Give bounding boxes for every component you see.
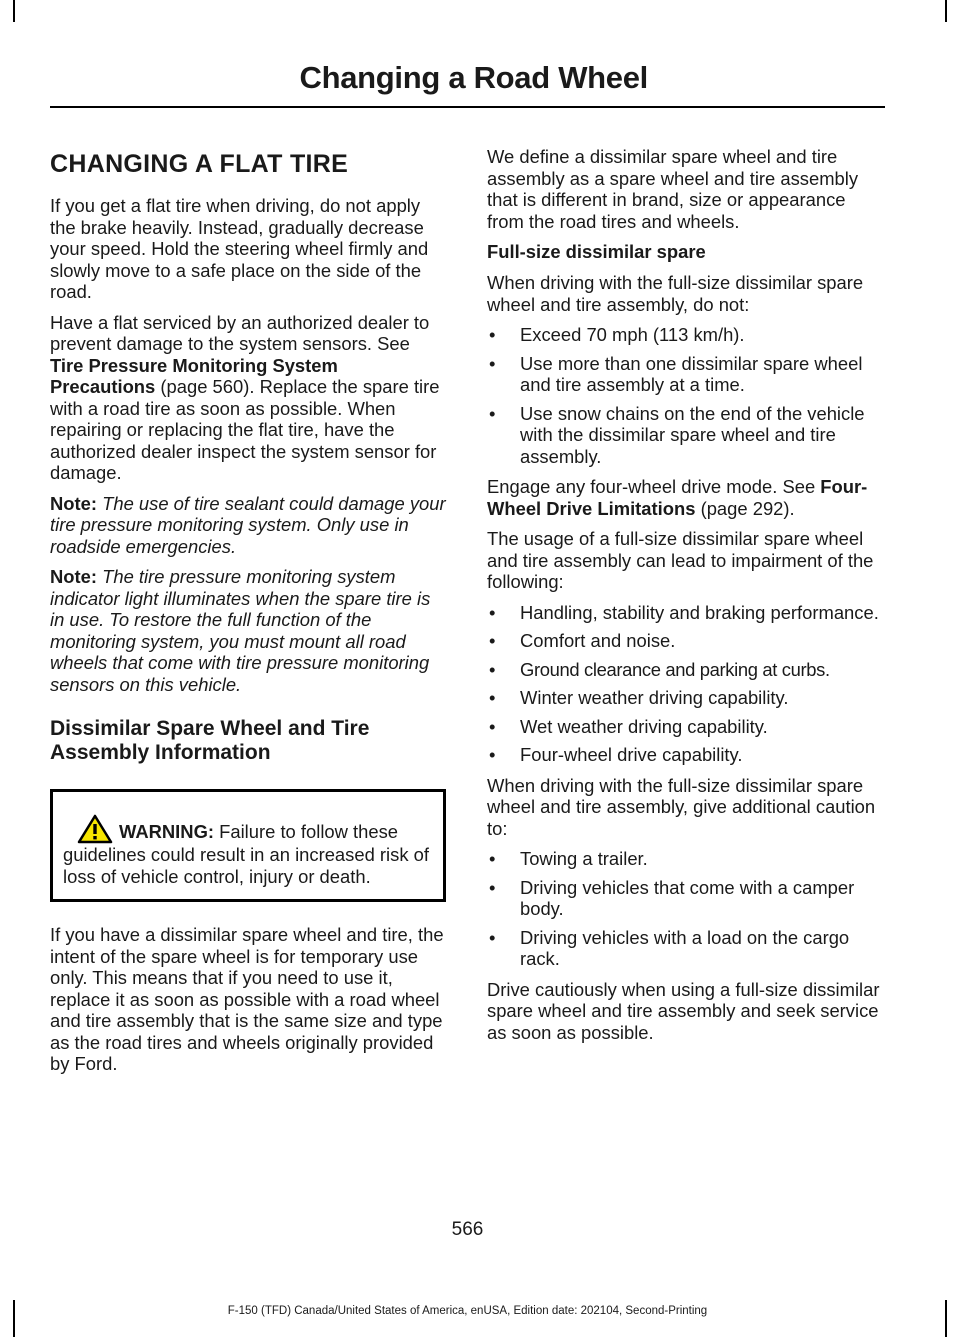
note: Note: The tire pressure monitoring system indicator light illuminates when the spare tire is in use. To restore the full function of the monitoring system, you must mount all road wheels that come with tire pressure monitoring sensors on this vehicle.	[50, 566, 431, 695]
list-item: • Exceed 70 mph (113 km/h).	[487, 324, 883, 346]
link-tpms-precautions[interactable]: Tire Pressure Monitoring System Precautions	[50, 354, 338, 397]
link-four-wheel-drive-limitations[interactable]: Four-Wheel Drive Limitations	[487, 476, 868, 519]
list-item: • Driving vehicles that come with a camper body.	[487, 877, 883, 920]
left-column	[50, 150, 446, 1084]
crop-mark-bottom-right	[945, 1300, 947, 1337]
list-item: • Driving vehicles with a load on the cargo rack.	[487, 927, 883, 970]
crop-mark-top-right	[945, 0, 947, 22]
right-column	[487, 146, 883, 1052]
paragraph: We define a dissimilar spare wheel and tire assembly as a spare wheel and tire assembly that is different in brand, size or appearance from the road tires and wheels.	[487, 146, 859, 232]
list-item: • Handling, stability and braking performance.	[487, 602, 883, 624]
list-item: • Winter weather driving capability.	[487, 687, 883, 709]
paragraph: Have a flat serviced by an authorized dealer to prevent damage to the system sensors. See Tire Pressure Monitoring System Precautions (page 560). Replace the spare tire with a road tire as soon as possible. When repairing or replacing the flat tire, have the authorized dealer inspect the system sensor for damage.	[50, 311, 440, 483]
note: Note: The use of tire sealant could damage your tire pressure monitoring system. Only use in roadside emergencies.	[50, 492, 446, 557]
section-heading-flat-tire: CHANGING A FLAT TIRE	[50, 150, 349, 178]
page-reference: (page 292)	[695, 497, 790, 519]
warning-box: WARNING: Failure to follow these guidelines could result in an increased risk of loss of vehicle control, injury or death.	[50, 789, 446, 902]
paragraph: If you get a flat tire when driving, do not apply the brake heavily. Instead, gradually decrease your speed. Hold the steering wheel firmly and slowly move to a safe place on the side of the road.	[50, 195, 429, 302]
section-heading-dissimilar-spare: Dissimilar Spare Wheel and Tire Assembly Information	[50, 717, 370, 764]
page-title: Changing a Road Wheel	[299, 60, 648, 95]
list-item: • Towing a trailer.	[487, 848, 883, 870]
list-item: • Wet weather driving capability.	[487, 716, 883, 738]
bullet-list	[487, 602, 883, 766]
bullet-list	[487, 324, 883, 467]
bullet-list	[487, 848, 883, 970]
footer-edition-info: F-150 (TFD) Canada/United States of America, enUSA, Edition date: 202104, Second-Printing	[227, 1305, 708, 1317]
page-reference: (page 560)	[155, 376, 250, 397]
list-item: • Use snow chains on the end of the vehicle with the dissimilar spare wheel and tire assembly.	[487, 403, 883, 468]
note-label: Note:	[50, 492, 97, 514]
paragraph: When driving with the full-size dissimilar spare wheel and tire assembly, give additional caution to:	[487, 774, 876, 839]
header-rule	[50, 106, 885, 108]
warning-triangle-icon	[77, 814, 113, 844]
paragraph: Engage any four-wheel drive mode. See Four-Wheel Drive Limitations (page 292).	[487, 476, 868, 519]
warning-label: WARNING:	[119, 821, 215, 842]
list-item: • Use more than one dissimilar spare wheel and tire assembly at a time.	[487, 353, 883, 396]
paragraph: The usage of a full-size dissimilar spare wheel and tire assembly can lead to impairment of the following:	[487, 528, 874, 592]
list-item: • Ground clearance and parking at curbs.	[487, 659, 883, 681]
crop-mark-top-left	[13, 0, 15, 22]
subheading-full-size-spare: Full-size dissimilar spare	[487, 241, 706, 262]
note-label: Note:	[50, 566, 97, 587]
paragraph: When driving with the full-size dissimilar spare wheel and tire assembly, do not:	[487, 272, 864, 315]
list-item: • Four-wheel drive capability.	[487, 744, 883, 766]
page-number: 566	[451, 1219, 484, 1240]
paragraph: If you have a dissimilar spare wheel and tire, the intent of the spare wheel is for temporary use only. This means that if you need to use it, replace it as soon as possible with a road wheel and tire assembly that is the same size and type as the road tires and wheels originally provided by Ford.	[50, 924, 444, 1074]
list-item: • Comfort and noise.	[487, 630, 883, 652]
paragraph: Drive cautiously when using a full-size dissimilar spare wheel and tire assembly and seek service as soon as possible.	[487, 978, 880, 1043]
